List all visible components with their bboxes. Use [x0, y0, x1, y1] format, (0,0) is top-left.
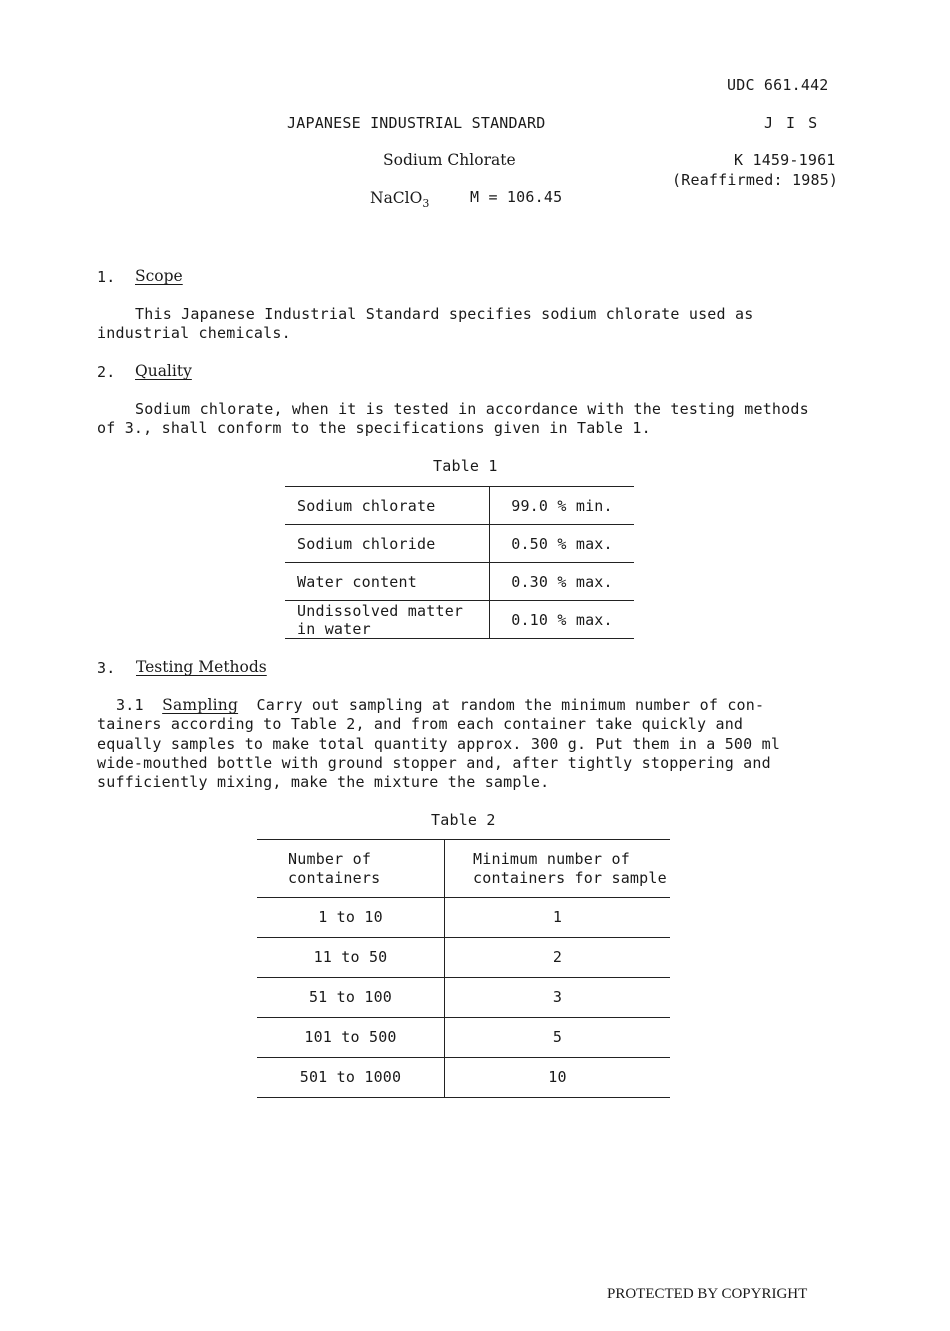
table-2-containers: 11 to 50: [257, 938, 445, 978]
sampling-line-2: tainers according to Table 2, and from each container take quickly and: [97, 715, 744, 734]
molar-mass: M = 106.45: [470, 188, 563, 206]
table-2-header-sample: Minimum number of containers for sample: [445, 840, 671, 898]
scope-line-1: This Japanese Industrial Standard specifies sodium chlorate used as: [135, 305, 754, 323]
jis-label: J I S: [764, 114, 820, 132]
table-2: [257, 839, 670, 1098]
quality-line-2: of 3., shall conform to the specifications given in Table 1.: [97, 419, 651, 438]
table-2-containers: 101 to 500: [257, 1018, 445, 1058]
table-1-item: Sodium chloride: [285, 525, 490, 563]
table-2-caption: Table 2: [431, 811, 496, 829]
table-row: [285, 563, 634, 601]
udc-number: UDC 661.442: [727, 76, 829, 94]
table-1-spec: 0.30 % max.: [490, 563, 635, 601]
scope-paragraph: [97, 305, 842, 344]
table-row: [285, 601, 634, 639]
sampling-line-4: wide-mouthed bottle with ground stopper and, after tightly stoppering and: [97, 753, 771, 772]
copyright-notice: PROTECTED BY COPYRIGHT: [607, 1286, 808, 1302]
table-2-sample: 3: [445, 978, 671, 1018]
table-row: [285, 487, 634, 525]
table-1-caption: Table 1: [433, 457, 498, 475]
table-2-sample: 1: [445, 898, 671, 938]
product-name: Sodium Chlorate: [383, 151, 516, 169]
table-1-spec: 0.50 % max.: [490, 525, 635, 563]
table-1-item: Sodium chlorate: [285, 487, 490, 525]
table-2-sample: 5: [445, 1018, 671, 1058]
table-1-spec: 99.0 % min.: [490, 487, 635, 525]
table-1-item: Water content: [285, 563, 490, 601]
scope-line-2: industrial chemicals.: [97, 324, 291, 343]
table-2-containers: 501 to 1000: [257, 1058, 445, 1098]
table-2-containers: 1 to 10: [257, 898, 445, 938]
table-row: [257, 1058, 670, 1098]
table-2-containers: 51 to 100: [257, 978, 445, 1018]
section-2-title: Quality: [135, 362, 192, 380]
table-row: [257, 938, 670, 978]
sampling-line-3: equally samples to make total quantity approx. 300 g. Put them in a 500 ml: [97, 734, 781, 753]
section-2-number: 2.: [97, 363, 116, 381]
table-2-sample: 2: [445, 938, 671, 978]
section-1-number: 1.: [97, 268, 116, 286]
table-row: [285, 525, 634, 563]
sampling-line-5: sufficiently mixing, make the mixture the sample.: [97, 773, 550, 792]
standard-number: K 1459-1961: [734, 151, 836, 169]
table-2-header-containers: Number of containers: [257, 840, 445, 898]
table-row: [257, 898, 670, 938]
table-row: [257, 1018, 670, 1058]
sampling-line-1: 3.1 Sampling Carry out sampling at random the minimum number of con-: [116, 696, 765, 714]
section-3-title: Testing Methods: [136, 658, 267, 676]
sampling-paragraph: [97, 696, 842, 792]
section-3-number: 3.: [97, 659, 116, 677]
standard-title: JAPANESE INDUSTRIAL STANDARD: [287, 114, 546, 132]
reaffirmed-year: (Reaffirmed: 1985): [672, 171, 839, 189]
section-1-title: Scope: [135, 267, 183, 285]
table-header-row: [257, 840, 670, 898]
quality-line-1: Sodium chlorate, when it is tested in accordance with the testing methods: [135, 400, 809, 418]
table-2-sample: 10: [445, 1058, 671, 1098]
table-row: [257, 978, 670, 1018]
table-1-item: Undissolved matter in water: [285, 601, 490, 639]
quality-paragraph: [97, 400, 842, 439]
table-1-spec: 0.10 % max.: [490, 601, 635, 639]
chemical-formula: NaClO$_3$: [370, 189, 430, 211]
table-1: [285, 486, 634, 639]
